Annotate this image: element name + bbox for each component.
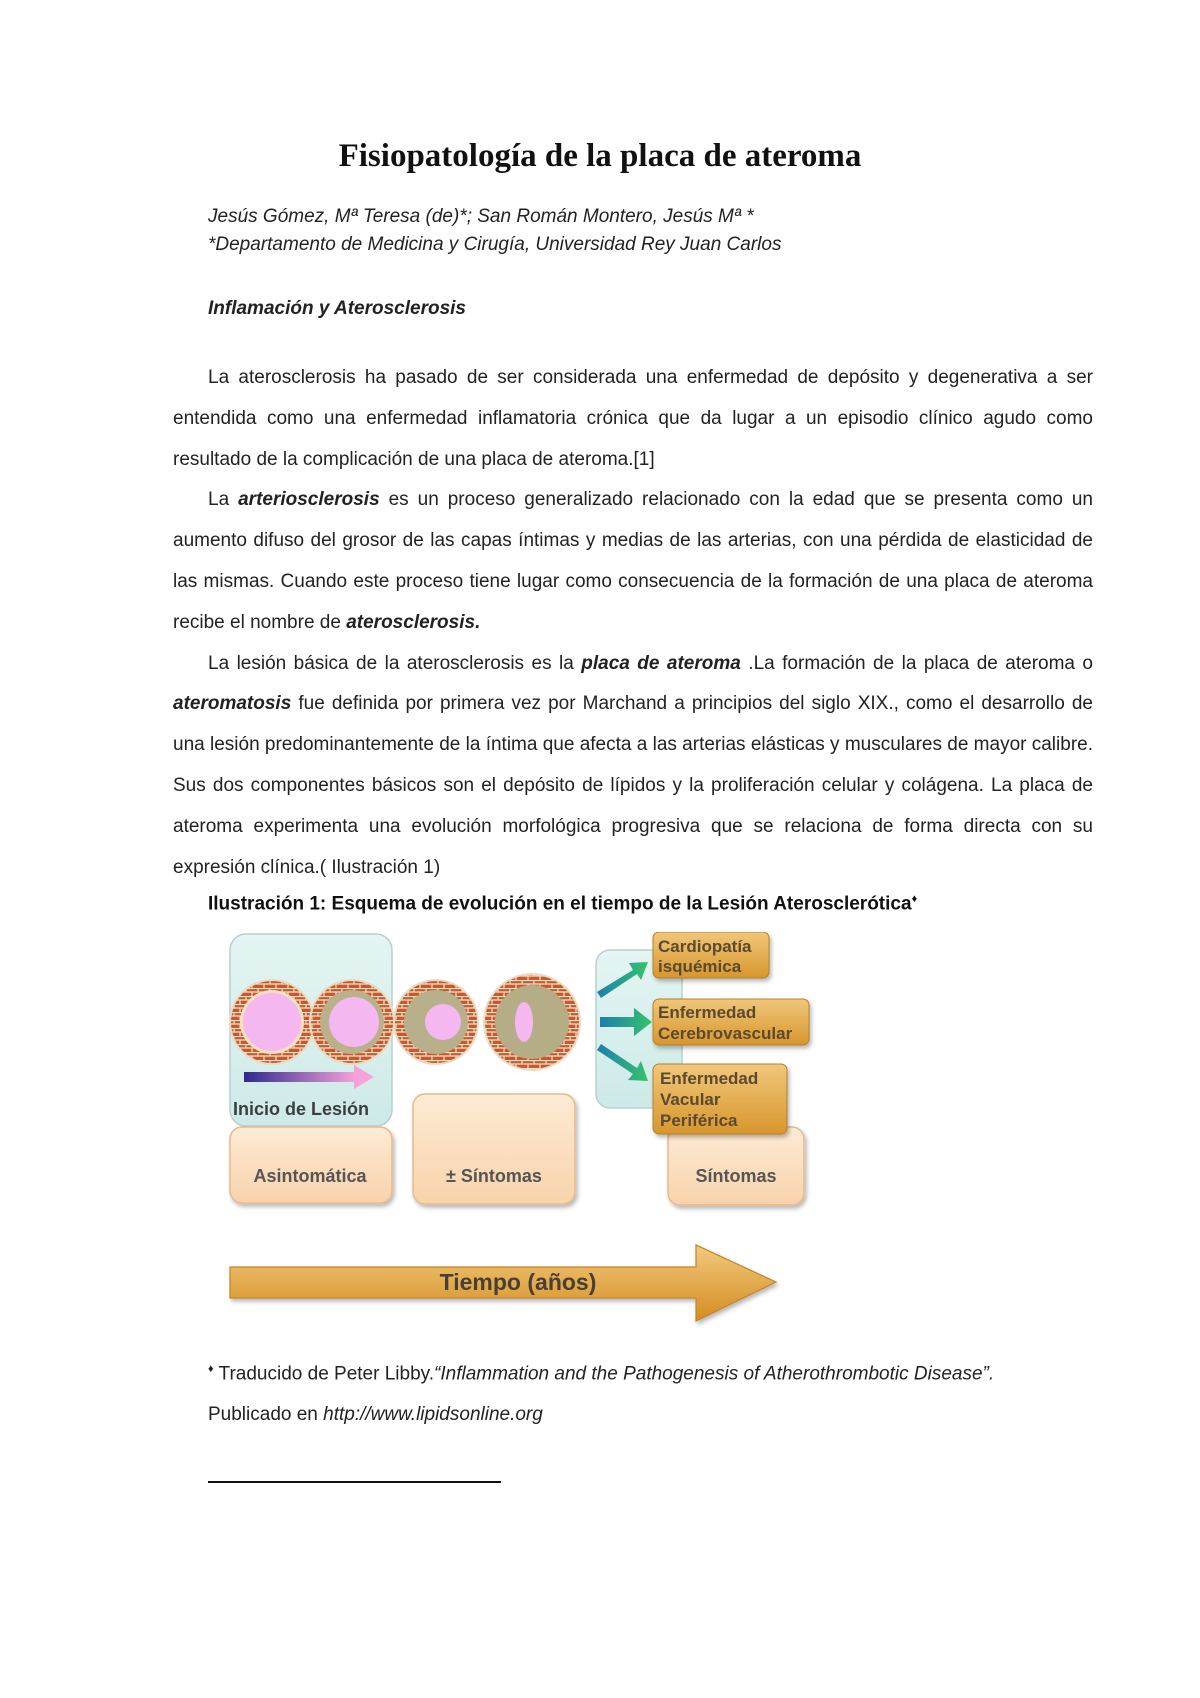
atherosclerosis-evolution-diagram (228, 932, 888, 1342)
paragraph-3-text-c: fue definida por primera vez por Marchand a principios del siglo XIX., como el desarrollo de una lesión predominantemente de la íntima que afecta a las arterias elásticas y musculares de mayor calibre. Sus dos componentes básicos son el depósito de lípidos y la proliferación celular y colágena. La placa de ateroma experimenta una evolución morfológica progresiva que se relaciona de forma directa con su expresión clínica.( Ilustración 1) (173, 693, 1093, 878)
artery-stage-4 (484, 974, 580, 1070)
paragraph-2-text-b: es un proceso generalizado relacionado con la edad que se presenta como un aumento difuso del grosor de las capas íntimas y medias de las arterias, con una pérdida de elasticidad de las mismas. Cuando este proceso tiene lugar como consecuencia de la formación de una placa de ateroma recibe el nombre de (173, 489, 1093, 633)
paragraph-3-text-b: .La formación de la placa de ateroma o (740, 652, 1093, 674)
page-title: Fisiopatología de la placa de ateroma (338, 138, 862, 174)
source-mark: ♦ (208, 1363, 214, 1375)
source-work-title: “Inflammation and the Pathogenesis of Atherothrombotic Disease”. (434, 1363, 995, 1385)
outcome-3-line-1: Enfermedad (660, 1069, 759, 1088)
paragraph-1-text: La aterosclerosis ha pasado de ser considerada una enfermedad de depósito y degenerativa a ser entendida como una enfermedad inflamatoria crónica que da lugar a un episodio clínico agudo como resultado de la complicación de una placa de ateroma. (173, 367, 1093, 470)
source-line-1 (208, 1349, 994, 1395)
body-text (173, 358, 1093, 888)
source-url[interactable]: http://www.lipidsonline.org (323, 1404, 543, 1426)
lesion-label: Inicio de Lesión (233, 1099, 370, 1119)
time-arrow (230, 1245, 776, 1321)
outcome-3-line-2: Vacular (660, 1090, 721, 1109)
source-published: Publicado en (208, 1404, 324, 1426)
outcome-1-line-1: Cardiopatía (658, 937, 752, 956)
reference-1: [1] (633, 448, 655, 470)
figure-caption (208, 893, 917, 915)
time-label: Tiempo (años) (439, 1269, 597, 1295)
outcome-2-line-2: Cerebrovascular (658, 1024, 793, 1043)
stage-asymptomatic-label: Asintomática (253, 1166, 367, 1186)
authors-block (208, 203, 781, 259)
source-prefix: Traducido de Peter Libby. (213, 1363, 435, 1385)
stage-asymptomatic-box (230, 1127, 392, 1203)
paragraph-1 (173, 358, 1093, 480)
artery-stage-2 (310, 980, 394, 1064)
paragraph-2-text-a: La (208, 489, 239, 511)
term-arteriosclerosis: arteriosclerosis (238, 489, 380, 511)
artery-stage-3 (394, 980, 478, 1064)
footnote-rule (208, 1481, 501, 1483)
stage-partial-box (413, 1094, 575, 1204)
caption-mark: ♦ (911, 893, 918, 905)
authors-names: Jesús Gómez, Mª Teresa (de)*; San Román Montero, Jesús Mª * (208, 206, 754, 227)
figure-source (208, 1349, 994, 1436)
term-ateromatosis: ateromatosis (173, 693, 292, 715)
stage-symptoms-label: Síntomas (695, 1166, 777, 1186)
outcome-1-line-2: isquémica (658, 957, 742, 976)
caption-text: Ilustración 1: Esquema de evolución en el tiempo de la Lesión Aterosclerótica (208, 893, 912, 915)
paragraph-3 (173, 644, 1093, 889)
outcome-3-line-3: Periférica (660, 1111, 738, 1130)
artery-stage-1 (230, 980, 314, 1064)
outcome-2-line-1: Enfermedad (658, 1003, 757, 1022)
paragraph-2 (173, 480, 1093, 643)
stage-partial-label: ± Síntomas (446, 1166, 542, 1186)
authors-affiliation: *Departamento de Medicina y Cirugía, Universidad Rey Juan Carlos (208, 234, 782, 255)
term-placa-de-ateroma: placa de ateroma (581, 652, 741, 674)
paragraph-3-text-a: La lesión básica de la aterosclerosis es la (208, 652, 582, 674)
section-heading: Inflamación y Aterosclerosis (208, 298, 467, 319)
source-line-2 (208, 1395, 994, 1436)
term-aterosclerosis: aterosclerosis. (346, 611, 481, 633)
